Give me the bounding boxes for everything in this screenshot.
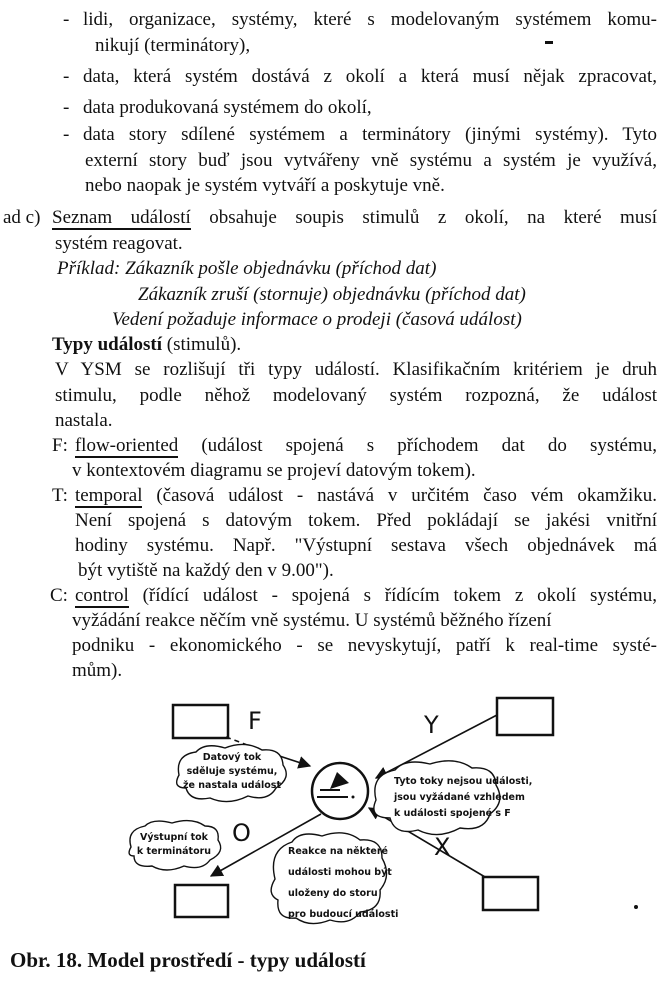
- terminator-box-bottom-left: [175, 885, 228, 917]
- flow-label-x: X: [434, 833, 451, 861]
- type-c-rest: (řídící událost - spojená s řídícím tokem z okolí systému,: [128, 585, 657, 606]
- bullet-item-4-line-3: nebo naopak je systém vytváří a poskytuje vně.: [85, 175, 445, 196]
- cloud-bottom-line-3: uloženy do storu: [288, 888, 378, 899]
- type-c-line-2: vyžádání reakce něčím vně systému. U systémů běžného řízení: [72, 610, 552, 631]
- bullet-marker: -: [63, 66, 70, 87]
- cloud-right-line-2: jsou vyžádané vzhledem: [394, 792, 525, 803]
- section-lead-line-2: systém reagovat.: [55, 233, 183, 254]
- cloud-top-left-line-2: sděluje systému,: [186, 766, 278, 777]
- terminator-box-top-left: [173, 705, 228, 738]
- types-intro-line-2: stimulu, podle něhož modelovaný systém rozpozná, že událost: [55, 385, 657, 406]
- section-lead-rest: obsahuje soupis stimulů z okolí, na které musí: [190, 207, 657, 228]
- type-t-rest: (časová událost - nastává v určitém časo vém okamžiku.: [142, 485, 657, 506]
- bullet-text: data, která systém dostává z okolí a která musí nějak zpracovat,: [83, 66, 657, 87]
- example-line-2: Zákazník zruší (stornuje) objednávku (příchod dat): [138, 284, 526, 305]
- bullet-item-4-line-2: externí story buď jsou vytvářeny vně systému a systém je využívá,: [85, 150, 657, 171]
- type-t-term: temporal: [74, 485, 143, 506]
- terminator-box-bottom-right: [483, 877, 538, 910]
- terminator-box-top-right: [497, 698, 553, 735]
- bullet-marker: -: [63, 124, 70, 145]
- bullet-text: data story sdílené systémem a terminátory (jinými systémy). Tyto: [83, 124, 657, 145]
- flow-label-o: O: [232, 819, 251, 847]
- cloud-bottom-line-2: události mohou být: [288, 867, 392, 878]
- cloud-mid-left-line-2: k terminátoru: [136, 846, 212, 857]
- bullet-item-1-line-2: nikují (terminátory),: [95, 35, 251, 56]
- type-t-line-2: Není spojená s datovým tokem. Před pokládají se jakési vnitřní: [75, 510, 657, 531]
- example-line-1: Příklad: Zákazník pošle objednávku (příchod dat): [57, 258, 437, 279]
- cloud-right-line-3: k události spojené s F: [394, 808, 511, 819]
- types-heading-rest: (stimulů).: [162, 334, 242, 355]
- bullet-text: lidi, organizace, systémy, které s modelovaným systémem komu-: [83, 9, 657, 30]
- scan-artifact-dot: [634, 905, 638, 909]
- types-heading: [52, 332, 657, 357]
- section-lead-line-1: [52, 205, 657, 230]
- diagram-canvas: [0, 690, 672, 940]
- process-inner-dot: [352, 796, 355, 799]
- type-c-term: control: [74, 585, 129, 606]
- scan-artifact-dash: [545, 41, 553, 44]
- cloud-top-left-line-1: Datový tok: [202, 752, 262, 763]
- type-f-rest: (událost spojená s příchodem dat do systému,: [178, 435, 657, 456]
- type-c-line-1: [50, 583, 657, 608]
- type-c-line-4: mům).: [72, 660, 123, 681]
- type-t-prefix: T:: [52, 485, 68, 506]
- flow-label-y: Y: [424, 711, 439, 739]
- type-f-prefix: F:: [52, 435, 68, 456]
- cloud-mid-left-line-1: Výstupní tok: [139, 832, 209, 843]
- section-label: ad c): [3, 207, 41, 228]
- type-f-line-2: v kontextovém diagramu se projeví datovým tokem).: [72, 460, 476, 481]
- figure-caption: Obr. 18. Model prostředí - typy událostí: [10, 948, 366, 972]
- type-t-line-3: hodiny systému. Např. "Výstupní sestava všech objednávek má: [75, 535, 657, 556]
- context-model-diagram: [0, 690, 672, 940]
- types-intro-line-1: V YSM se rozlišují tři typy událostí. Klasifikačním kritériem je druh: [55, 359, 657, 380]
- example-line-3: Vedení požaduje informace o prodeji (časová událost): [112, 309, 522, 330]
- bullet-marker: -: [63, 97, 70, 118]
- cloud-top-left-line-3: že nastala událost: [183, 780, 281, 791]
- type-f-line-1: [52, 433, 657, 458]
- type-f-term: flow-oriented: [74, 435, 179, 456]
- types-intro-line-3: nastala.: [55, 410, 113, 431]
- type-c-line-3: podniku - ekonomického - se nevyskytují, patří k real-time systé-: [72, 635, 657, 656]
- bullet-item-2-line-1: [63, 64, 657, 89]
- bullet-item-4-line-1: [63, 122, 657, 147]
- cloud-right-line-1: Tyto toky nejsou události,: [394, 776, 533, 787]
- bullet-item-3-line-1: [63, 95, 657, 120]
- bullet-marker: -: [63, 9, 70, 30]
- cloud-bottom-line-1: Reakce na některé: [288, 846, 388, 857]
- flow-label-f: F: [248, 707, 262, 735]
- type-c-prefix: C:: [50, 585, 68, 606]
- type-t-line-1: [52, 483, 657, 508]
- cloud-bottom-line-4: pro budoucí události: [288, 909, 399, 920]
- type-t-line-4: být vytiště na každý den v 9.00").: [78, 560, 334, 581]
- bullet-text: data produkovaná systémem do okolí,: [83, 97, 372, 118]
- bullet-item-1-line-1: [63, 7, 657, 32]
- section-heading-underlined: Seznam událostí: [52, 207, 191, 228]
- types-heading-bold: Typy událostí: [52, 334, 162, 355]
